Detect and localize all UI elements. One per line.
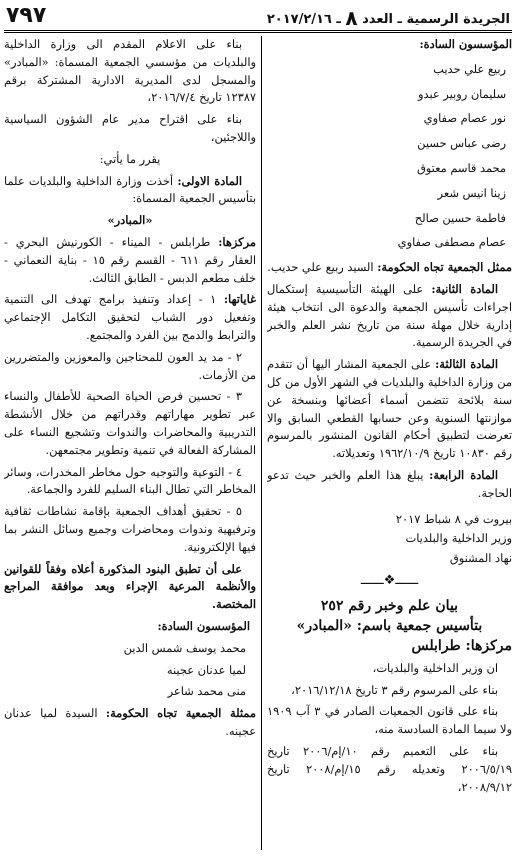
goal-item: ٤ - التوعية والتوجيه حول مخاطر المخدرات، وسائر المخاطر التي تطال البناء السليم للفرد والجماعة.: [4, 464, 256, 497]
right-column: [267, 36, 512, 852]
notice-hq: مركزها: طرابلس: [411, 637, 512, 654]
article-3: [267, 356, 512, 463]
signature-date: بيروت في ٨ شباط ٢٠١٧: [395, 511, 512, 526]
issue-number: ٨: [345, 6, 358, 30]
article-text: على الجمعية المشار اليها أن تتقدم من وزارة الداخلية والبلديات في الشهر الأول من كل سنة بلائحة تتضمن أسماء أعضائها وبنسخة عن موازنتها السنوية وعن حسابها القطعي السابق والا تعرضت لتطبيق أحكام القانون المنشور بالمرسوم رقم ١٠٨٣٠ تاريخ ١٩٦٢/١٠/٩ وتعديلاته.: [267, 357, 512, 461]
header-rule: [4, 30, 512, 33]
preamble-2: بناء على المرسوم رقم ٣ تاريخ ٢٠١٦/١٢/١٨،: [291, 682, 498, 697]
goals-label: غاياتها:: [223, 292, 256, 307]
founder-name: زينا انيس شعر: [437, 185, 506, 200]
founder-name: لميا عدنان عجينه: [166, 662, 246, 677]
gazette-name: الجريدة الرسمية ـ العدد: [362, 12, 510, 27]
article-2: [267, 281, 512, 352]
signature-title: وزير الداخلية والبلديات: [405, 531, 512, 546]
goals: [4, 291, 256, 344]
article-text: يبلغ هذا العلم والخبر حيث تدعو الحاجة.: [267, 467, 512, 500]
goal-item: ١ - إعداد وتنفيذ برامج تهدف الى التنمية وتفعيل دور الشباب لتحقيق التكامل الإجتماعي والترابط والدمج بين الفرد والمجتمع.: [4, 292, 256, 342]
founder-name: محمد يوسف شمس الدين: [123, 640, 246, 655]
header-title: [267, 6, 510, 30]
goal-item: ٥ - تحقيق أهداف الجمعية بإقامة نشاطات ثقافية وترفيهية وندوات ومحاضرات وجميع وسائل النشر بما فيها الإلكترونية.: [4, 504, 256, 554]
column-divider: [261, 36, 262, 850]
preamble-1: ان وزير الداخلية والبلديات،: [372, 660, 498, 675]
founder-name: منى محمد شاعر: [167, 684, 246, 699]
hq-text: طرابلس - الميناء - الكورنيش البحري - العقار رقم ٦١١ - القسم رقم ١٥ - بناية النعماني - خلف مطعم الدبس - الطابق الثالث.: [4, 234, 256, 285]
founder-name: فاطمة حسين صالح: [414, 210, 506, 225]
founder-name: نور عصام صفاوي: [423, 111, 506, 126]
association-name: «المبادر»: [107, 213, 153, 228]
article-label: المادة الاولى:: [177, 173, 242, 188]
hq-label: مركزها:: [218, 234, 256, 249]
preamble-4: بناء على التعميم رقم ١٠/إم/٢٠٠٦ تاريخ ٢٠٠٦/٥/١٩ وتعديله رقم ١٥/إم/٢٠٠٨ تاريخ ٢٠٠٨/٩/١٢،: [267, 743, 512, 794]
left-column: [4, 36, 256, 852]
article-text: على الهيئة التأسيسية إستكمال اجراءات تأسيس الجمعية والدعوة الى انتخاب هيئة إدارية خلال مهلة سنة من تاريخ نشر العلم والخبر في الجريدة الرسمية.: [267, 281, 512, 350]
article-4: [267, 467, 512, 503]
preamble-5: بناء على الاعلام المقدم الى وزارة الداخلية والبلديات من مؤسسي الجمعية المسماة: «المبادر» والمسجل لدى المديرية الادارية المشتركة برقم ١٢٣٨٧ تاريخ ٢٠١٦/٧/٤،: [4, 37, 256, 105]
notice-title: بيان علم وخبر رقم ٢٥٢: [320, 597, 459, 614]
founders-heading: المؤسسون السادة:: [419, 37, 512, 51]
founder-name: محمد قاسم معتوق: [416, 160, 506, 175]
page-number: ٧٩٧: [6, 3, 47, 28]
article-label: المادة الرابعة:: [429, 467, 499, 482]
article-text: أخذت وزارة الداخلية والبلديات علما بتأسيس الجمعية المسماة:: [4, 173, 256, 206]
founders-heading: المؤسسون السادة:: [157, 618, 250, 633]
section-divider: ــــــ❖ــــــ: [360, 572, 419, 588]
rep-label: ممثل الجمعية تجاه الحكومة:: [377, 260, 512, 275]
association-hq: [4, 234, 256, 287]
rep-label: ممثلة الجمعية تجاه الحكومة:: [105, 706, 256, 721]
goal-item: ٢ - مد يد العون للمحتاجين والمعوزين والمتضررين من الأزمات.: [4, 349, 256, 382]
preamble-6: بناء على اقتراح مدير عام الشؤون السياسية واللاجئين،: [4, 112, 256, 144]
article-label: المادة الثانية:: [431, 281, 498, 296]
conditional-clause: على أن تطبق البنود المذكورة أعلاه وفقاً للقوانين والأنظمة المرعية الإجراء وبعد موافقة المراجع المختصة.: [4, 561, 256, 612]
article-label: المادة الثالثة:: [435, 357, 498, 372]
decides-heading: يقرر ما يأتي:: [99, 151, 161, 166]
issue-date: ـ ٢٠١٧/٢/١٦: [266, 12, 341, 27]
founder-name: رضى عباس حسين: [417, 136, 506, 151]
founder-name: عصام مصطفى صفاوي: [397, 235, 506, 250]
founder-name: ربيع علي حديب: [433, 61, 506, 76]
preamble-3: بناء على قانون الجمعيات الصادر في ٣ آب ١٩٠٩ ولا سيما المادة السادسة منه،: [267, 704, 512, 737]
founder-name: سليمان روبير عبدو: [417, 86, 506, 101]
government-representative: [4, 705, 256, 741]
government-representative: [267, 259, 512, 277]
article-1: [4, 173, 256, 209]
notice-subtitle: بتأسيس جمعية باسم: «المبادر»: [296, 617, 483, 634]
goal-item: ٣ - تحسين فرص الحياة الصحية للأطفال والنساء عبر تطوير مهاراتهم وقدراتهم من خلال الأنشطة التدريبية والمحاضرات والندوات وتشجيع النساء على المشاركة الفعالة في تنمية وتطوير مجتمعهن.: [4, 389, 256, 457]
signature-name: نهاد المشنوق: [449, 551, 512, 566]
rep-value: السيدة لميا عدنان عجينه.: [4, 706, 256, 738]
page-header: [0, 0, 516, 32]
rep-value: السيد ربيع علي حديب.: [267, 260, 374, 275]
